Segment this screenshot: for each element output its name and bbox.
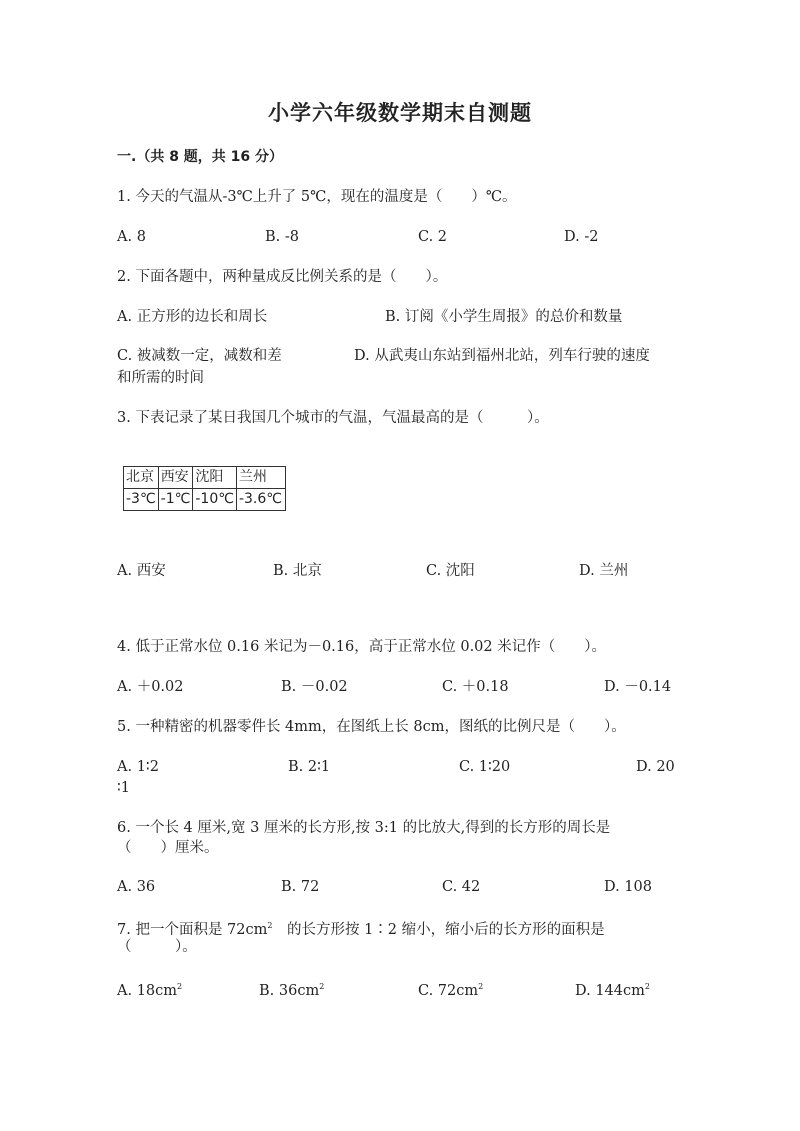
- question-6-text: 6. 一个长 4 厘米,宽 3 厘米的长方形,按 3:1 的比放大,得到的长方形的周长是: [117, 820, 611, 836]
- question-7-option-b[interactable]: [259, 976, 324, 1002]
- question-6-option-b[interactable]: B. 72: [281, 879, 320, 895]
- question-5-option-a[interactable]: A. 1∶2: [117, 759, 159, 775]
- question-3-text: 3. 下表记录了某日我国几个城市的气温，气温最高的是（ ）。: [117, 410, 549, 426]
- question-1-option-c[interactable]: C. 2: [418, 229, 448, 245]
- question-1-text: 1. 今天的气温从-3℃上升了 5℃，现在的温度是（ ）℃。: [117, 189, 517, 205]
- question-6-option-c[interactable]: C. 42: [442, 879, 481, 895]
- question-5-option-d[interactable]: D. 20: [636, 759, 675, 775]
- superscript: 2: [644, 982, 650, 991]
- superscript: 2: [319, 982, 325, 991]
- question-3-option-c[interactable]: C. 沈阳: [426, 563, 475, 579]
- question-5-option-d-continued: ∶1: [117, 780, 130, 796]
- question-2-text: 2. 下面各题中，两种量成反比例关系的是（ ）。: [117, 269, 448, 285]
- question-5-text: 5. 一种精密的机器零件长 4mm，在图纸上长 8cm，图纸的比例尺是（ ）。: [117, 719, 626, 735]
- option-text: D. 144cm: [575, 983, 645, 999]
- question-1-option-a[interactable]: A. 8: [117, 229, 146, 245]
- question-5-option-c[interactable]: C. 1∶20: [459, 759, 511, 775]
- question-6-option-a[interactable]: A. 36: [117, 879, 156, 895]
- question-7-text-continued: （ ）。: [117, 939, 197, 955]
- question-2-option-d[interactable]: D. 从武夷山东站到福州北站，列车行驶的速度: [354, 348, 650, 364]
- question-3-option-d[interactable]: D. 兰州: [579, 563, 629, 579]
- table-row: [124, 489, 286, 511]
- question-1-option-d[interactable]: D. -2: [564, 229, 599, 245]
- question-4-text: 4. 低于正常水位 0.16 米记为－0.16，高于正常水位 0.02 米记作（ ）。: [117, 639, 606, 655]
- question-4-option-b[interactable]: B. －0.02: [281, 679, 348, 695]
- question-7-option-c[interactable]: [418, 976, 483, 1002]
- page-title: 小学六年级数学期末自测题: [268, 100, 532, 125]
- table-cell: 兰州: [236, 467, 285, 489]
- option-text: B. 36cm: [259, 983, 320, 999]
- question-7-text-start: 7. 把一个面积是 72cm: [117, 922, 268, 938]
- table-cell: 沈阳: [193, 467, 237, 489]
- option-text: C. 72cm: [418, 983, 479, 999]
- table-cell: -10℃: [193, 489, 237, 511]
- question-4-option-d[interactable]: D. －0.14: [604, 679, 672, 695]
- question-7-text-end: 的长方形按 1∶2 缩小，缩小后的长方形的面积是: [272, 922, 605, 938]
- question-2-option-a[interactable]: A. 正方形的边长和周长: [117, 309, 268, 325]
- temperature-table: [123, 466, 286, 511]
- table-cell: -1℃: [158, 489, 193, 511]
- table-row: [124, 467, 286, 489]
- question-4-option-a[interactable]: A. ＋0.02: [117, 679, 184, 695]
- question-3-option-a[interactable]: A. 西安: [117, 563, 166, 579]
- question-6-option-d[interactable]: D. 108: [604, 879, 653, 895]
- question-2-option-b[interactable]: B. 订阅《小学生周报》的总价和数量: [385, 309, 623, 325]
- question-1-option-b[interactable]: B. -8: [265, 229, 299, 245]
- question-2-option-c[interactable]: C. 被减数一定，减数和差: [117, 348, 282, 364]
- question-4-option-c[interactable]: C. ＋0.18: [442, 679, 509, 695]
- question-7-option-d[interactable]: [575, 976, 650, 1002]
- table-cell: 西安: [158, 467, 193, 489]
- table-cell: 北京: [124, 467, 159, 489]
- question-6-text-continued: （ ）厘米。: [117, 840, 219, 856]
- table-cell: -3℃: [124, 489, 159, 511]
- question-5-option-b[interactable]: B. 2∶1: [288, 759, 331, 775]
- superscript: 2: [177, 982, 183, 991]
- question-2-option-d-continued: 和所需的时间: [117, 370, 204, 386]
- section-heading: 一.（共 8 题，共 16 分）: [117, 149, 284, 165]
- table-cell: -3.6℃: [236, 489, 285, 511]
- option-text: A. 18cm: [117, 983, 178, 999]
- question-3-option-b[interactable]: B. 北京: [273, 563, 322, 579]
- superscript: 2: [267, 921, 273, 930]
- question-7-option-a[interactable]: [117, 976, 182, 1002]
- superscript: 2: [478, 982, 484, 991]
